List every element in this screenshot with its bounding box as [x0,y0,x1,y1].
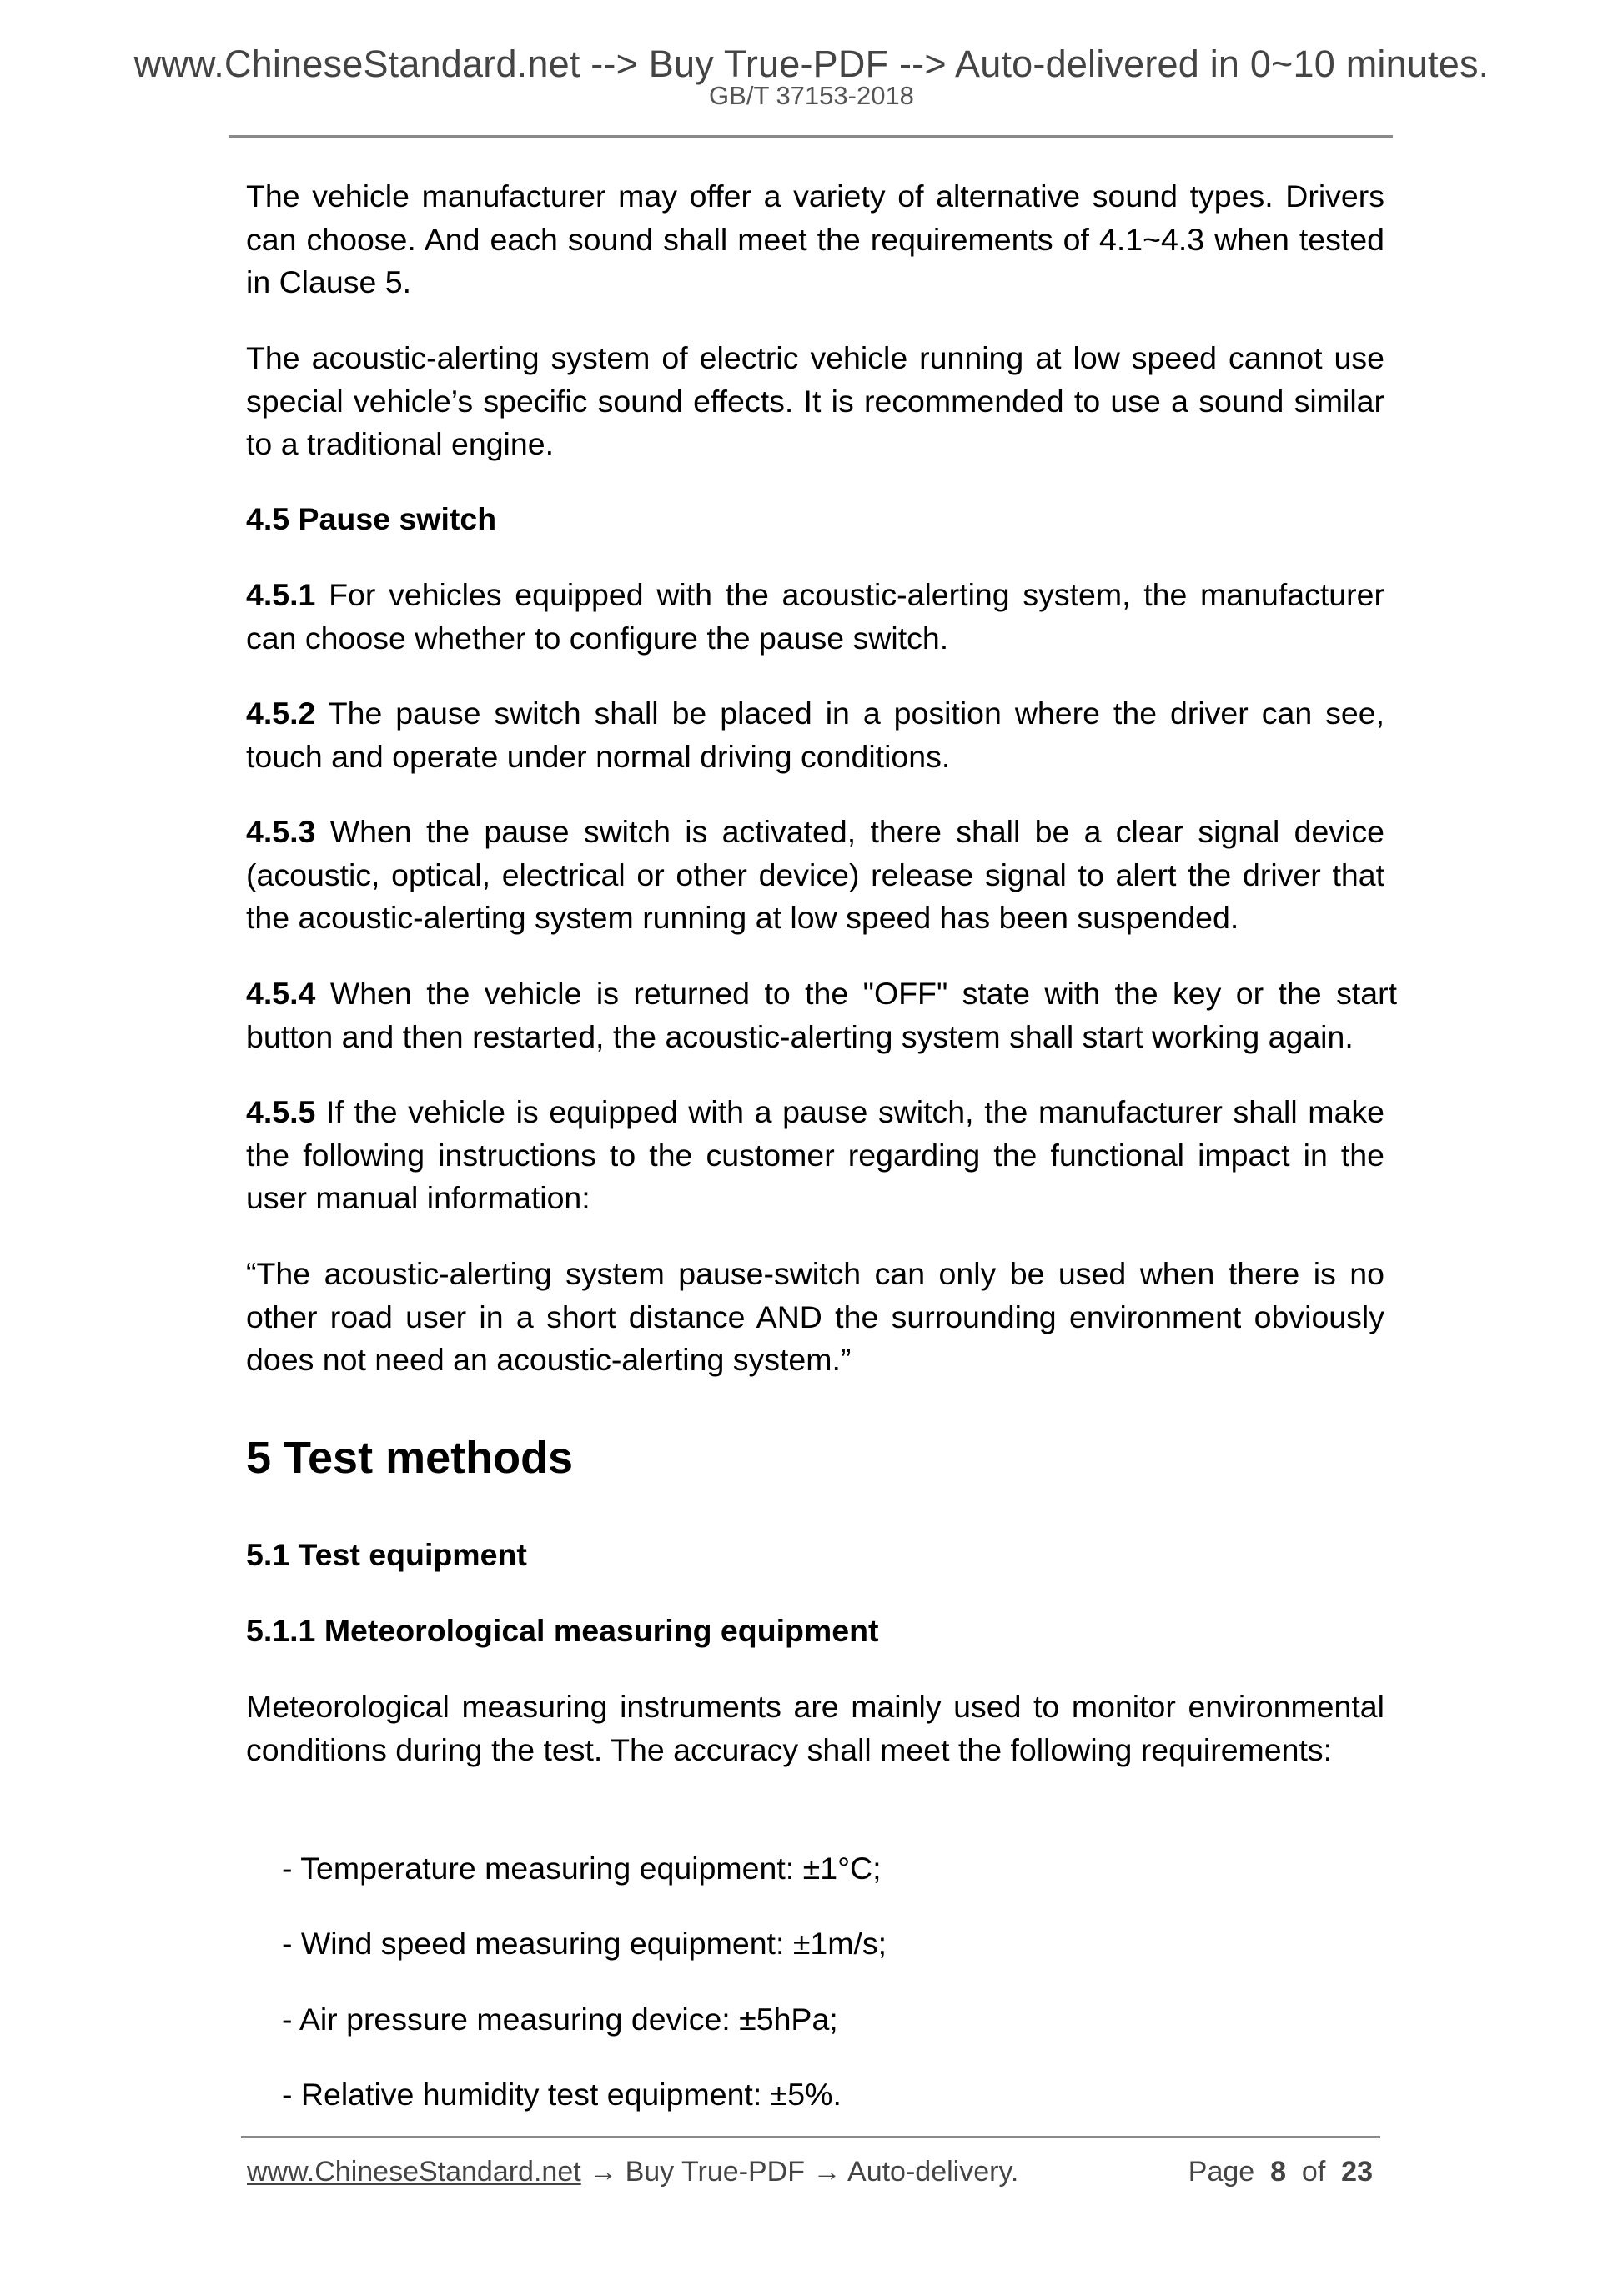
section-heading-5-1-1: 5.1.1 Meteorological measuring equipment [246,1613,879,1648]
clause-number: 4.5.4 [246,976,316,1011]
clause-4-5-2 [246,692,1384,778]
clause-number: 4.5.5 [246,1094,316,1129]
requirement-humidity: - Relative humidity test equipment: ±5%. [282,2077,842,2112]
meteorological-paragraph: Meteorological measuring instruments are mainly used to monitor environmental conditions during the test. The accuracy shall meet the following requirements: [246,1689,1384,1767]
page-total: 23 [1341,2156,1373,2188]
requirement-air-pressure: - Air pressure measuring device: ±5hPa; [282,2002,838,2037]
of-label: of [1301,2156,1326,2188]
page-indicator [1188,2155,1373,2188]
intro-paragraph-2: The acoustic-alerting system of electric vehicle running at low speed cannot use special vehicle’s specific sound effects. It is recommended to use a sound similar to a traditional engine. [246,340,1384,461]
footer-site-link[interactable]: www.ChineseStandard.net [247,2156,581,2188]
header-divider [229,135,1393,138]
arrow-right-icon: → [589,2156,618,2188]
footer-divider [241,2136,1380,2138]
section-heading-5-1: 5.1 Test equipment [246,1537,527,1572]
clause-text: If the vehicle is equipped with a pause switch, the manufacturer shall make the following instructions to the customer regarding the functional impact in the user manual information: [246,1094,1384,1215]
section-heading-4-5: 4.5 Pause switch [246,501,497,536]
clause-4-5-4 [246,972,1397,1058]
footer [247,2155,1373,2188]
intro-paragraph-1: The vehicle manufacturer may offer a variety of alternative sound types. Drivers can choose. And each sound shall meet the requirements of 4.1~4.3 when tested in Clause 5. [246,178,1384,299]
clause-text: For vehicles equipped with the acoustic-alerting system, the manufacturer can choose whether to configure the pause switch. [246,577,1384,656]
page-label: Page [1188,2156,1255,2188]
clause-4-5-3 [246,811,1384,940]
header-banner: www.ChineseStandard.net --> Buy True-PDF --> Auto-delivered in 0~10 minutes. [133,43,1490,85]
footer-buy-text: Buy True-PDF [625,2156,805,2188]
clause-text: The pause switch shall be placed in a position where the driver can see, touch and operate under normal driving conditions. [246,696,1384,774]
clause-number: 4.5.3 [246,814,316,849]
clause-text: When the pause switch is activated, there shall be a clear signal device (acoustic, optical, electrical or other device) release signal to alert the driver that the acoustic-alerting system running at low speed has been suspended. [246,814,1384,935]
footer-delivery-text: Auto-delivery. [847,2156,1019,2188]
clause-number: 4.5.1 [246,577,316,612]
user-manual-quote: “The acoustic-alerting system pause-switch can only be used when there is no other road user in a short distance AND the surrounding environment obviously does not need an acoustic-alerting system.” [246,1256,1384,1377]
clause-number: 4.5.2 [246,696,316,731]
page-number: 8 [1270,2156,1286,2188]
arrow-right-icon: → [812,2156,842,2188]
clause-text: When the vehicle is returned to the "OFF" state with the key or the start button and then restarted, the acoustic-alerting system shall start working again. [246,976,1398,1054]
requirement-wind-speed: - Wind speed measuring equipment: ±1m/s; [282,1926,887,1961]
standard-number: GB/T 37153-2018 [709,81,914,110]
clause-4-5-1 [246,574,1384,660]
section-heading-5: 5 Test methods [246,1433,574,1483]
requirement-temperature: - Temperature measuring equipment: ±1°C; [282,1851,882,1886]
clause-4-5-5 [246,1091,1384,1220]
